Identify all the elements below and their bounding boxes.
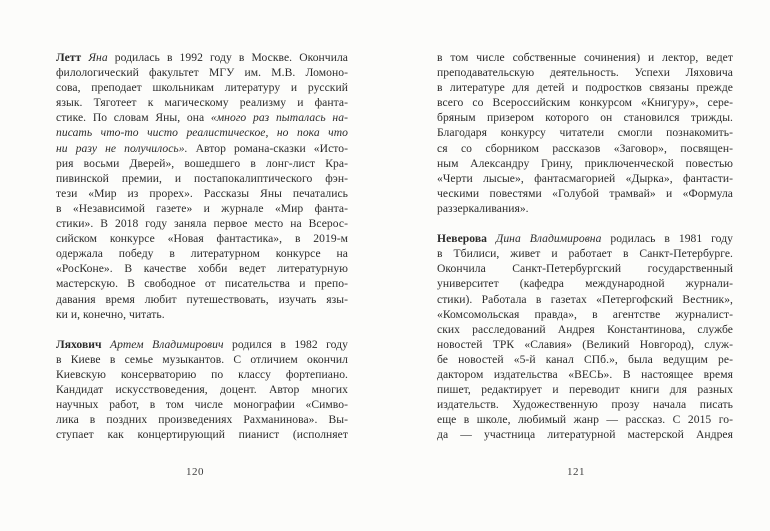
text-line bbox=[437, 171, 733, 186]
body-text: преподавательскую деятельность. Успехи Ляховича bbox=[437, 66, 733, 80]
text-line bbox=[56, 261, 348, 276]
body-text: сийском конкурсе «Новая фантастика», в 2019-м bbox=[56, 232, 348, 246]
text-line bbox=[437, 261, 733, 276]
text-line bbox=[437, 186, 733, 201]
text-line bbox=[437, 322, 733, 337]
body-text: язык. Тяготеет к магическому реализму и фанта- bbox=[56, 96, 348, 110]
body-text: рия восьми Дверей», вошедшего в лонг-лист Кра- bbox=[56, 156, 348, 170]
body-text: тези «Мир из прорех». Рассказы Яны печатались bbox=[56, 186, 348, 200]
text-line bbox=[437, 307, 733, 322]
body-text: бряным призером которого он становился трижды. bbox=[437, 111, 733, 125]
body-text: «Черти лысые», фантасмагорией «Дырка», фантасти- bbox=[437, 171, 733, 185]
text-line bbox=[437, 201, 733, 216]
text-line bbox=[56, 125, 348, 140]
text-line bbox=[56, 231, 348, 246]
text-line bbox=[56, 216, 348, 231]
body-text: в «Независимой газете» и журнале «Мир фанта- bbox=[56, 201, 348, 215]
text-line bbox=[56, 186, 348, 201]
body-text: филологический факультет МГУ им. М.В. Ломоно- bbox=[56, 66, 348, 80]
page-number: 120 bbox=[186, 466, 204, 478]
body-text: ным Александру Грину, приключенческой повестью bbox=[437, 156, 733, 170]
body-text: Окончила Санкт-Петербургский государственный bbox=[437, 262, 733, 276]
body-text: лика в поздних произведениях Рахманинова». Вы- bbox=[56, 413, 348, 427]
italic-text: писать что-то чисто реалистическое, но пока что bbox=[56, 126, 348, 140]
text-line bbox=[437, 412, 733, 427]
body-text: еще в школе, любимый жанр — рассказ. С 2015 го- bbox=[437, 413, 733, 427]
text-line bbox=[56, 80, 348, 95]
body-text: «РосКоне». В качестве хобби ведет литературную bbox=[56, 262, 348, 276]
text-line bbox=[437, 382, 733, 397]
body-text: сова, преподает школьникам литературу и русский bbox=[56, 81, 348, 95]
body-text: Благодаря конкурсу читатели смогли познакомить- bbox=[437, 126, 733, 140]
text-line bbox=[56, 141, 348, 156]
body-text: ступает как концертирующий пианист (исполняет bbox=[56, 428, 348, 442]
text-line bbox=[56, 110, 348, 125]
body-text: издательств. Художественную прозу начала писать bbox=[437, 398, 733, 412]
text-line bbox=[56, 307, 348, 322]
text-line bbox=[56, 276, 348, 291]
text-line bbox=[437, 141, 733, 156]
body-text: родился в 1982 году bbox=[231, 337, 348, 351]
body-text: в Киеве в семье музыкантов. С отличием окончил bbox=[56, 352, 348, 366]
text-line bbox=[437, 352, 733, 367]
body-text: Киевскую консерваторию по классу фортепиано. bbox=[56, 367, 348, 381]
page-number: 121 bbox=[567, 466, 585, 478]
italic-text: «много раз пыталась на- bbox=[210, 111, 348, 125]
text-line bbox=[437, 231, 733, 246]
body-text: мастерскую. В свободное от писательства и препо- bbox=[56, 277, 348, 291]
italic-text: Артем Владимирович bbox=[110, 337, 232, 351]
body-text: родилась в 1992 году в Москве. Окончила bbox=[114, 51, 348, 64]
text-line bbox=[56, 427, 348, 442]
text-line bbox=[437, 337, 733, 352]
body-text: да — участница литературной мастерской Андрея bbox=[437, 428, 733, 442]
text-line bbox=[56, 156, 348, 171]
italic-text: Дина Владимировна bbox=[495, 232, 611, 246]
body-text: стике. По словам Яны, она bbox=[56, 111, 211, 125]
body-text: ческими повестями «Голубой трамвай» и «Формула bbox=[437, 186, 733, 200]
body-text: давания время любит путешествовать, изучать язы- bbox=[56, 292, 348, 306]
body-text: ских расследований Андрея Константинова, службе bbox=[437, 322, 733, 336]
body-text: пивинской премии, и постапокалиптического фэн- bbox=[56, 171, 348, 185]
body-text: в литературе для детей и подростков связаны прежде bbox=[437, 81, 733, 95]
body-text: ки и, конечно, читать. bbox=[56, 307, 165, 321]
text-line bbox=[56, 50, 348, 65]
bold-text: Неверова bbox=[437, 232, 496, 246]
text-line bbox=[437, 50, 733, 65]
text-line bbox=[56, 382, 348, 397]
text-line bbox=[437, 95, 733, 110]
text-line bbox=[56, 171, 348, 186]
text-line bbox=[437, 427, 733, 442]
text-line bbox=[437, 65, 733, 80]
body-text: Автор романа-сказки «Исто- bbox=[187, 141, 348, 155]
text-line bbox=[56, 65, 348, 80]
text-line bbox=[437, 156, 733, 171]
text-line bbox=[56, 337, 348, 352]
italic-text: ни разу не получилось». bbox=[56, 141, 188, 155]
text-line bbox=[56, 201, 348, 216]
body-text: ся со сборником рассказов «Заговор», посвящен- bbox=[437, 141, 733, 155]
text-line bbox=[437, 397, 733, 412]
bold-text: Летт bbox=[56, 51, 89, 64]
body-text: университет (кафедра международной журнали- bbox=[437, 277, 733, 291]
text-line bbox=[56, 292, 348, 307]
text-line bbox=[56, 397, 348, 412]
body-text: родилась в 1981 году bbox=[610, 232, 733, 246]
bold-text: Ляхович bbox=[56, 337, 111, 351]
text-line bbox=[437, 276, 733, 291]
text-line bbox=[437, 80, 733, 95]
text-line bbox=[437, 292, 733, 307]
blank-line bbox=[437, 216, 733, 231]
body-text: в Тбилиси, живет и работает в Санкт-Петербурге. bbox=[437, 247, 733, 261]
body-text: одержала победу в литературном конкурсе на bbox=[56, 247, 348, 261]
text-line bbox=[56, 95, 348, 110]
text-line bbox=[437, 246, 733, 261]
text-line bbox=[437, 110, 733, 125]
body-text: дактором издательства «ВЕСЬ». В настоящее время bbox=[437, 367, 733, 381]
body-text: пишет, редактирует и переводит книги для разных bbox=[437, 383, 733, 397]
text-line bbox=[56, 367, 348, 382]
body-text: всего со Всероссийским конкурсом «Книгуру», сере- bbox=[437, 96, 733, 110]
text-line bbox=[56, 412, 348, 427]
page-left-text-block bbox=[56, 50, 348, 442]
body-text: раззеркаливания». bbox=[437, 201, 529, 215]
text-line bbox=[437, 125, 733, 140]
text-line bbox=[56, 352, 348, 367]
body-text: стики). Работала в газетах «Петергофский Вестник», bbox=[437, 292, 733, 306]
body-text: научных работ, в том числе монографии «Симво- bbox=[56, 398, 348, 412]
body-text: новостей ТРК «Славия» (Великий Новгород), служ- bbox=[437, 337, 733, 351]
page-right-text-block bbox=[437, 50, 733, 442]
body-text: «Комсомольская правда», в агентстве журналист- bbox=[437, 307, 733, 321]
body-text: в том числе собственные сочинения) и лектор, ведет bbox=[437, 51, 733, 64]
blank-line bbox=[56, 322, 348, 337]
text-line bbox=[437, 367, 733, 382]
body-text: бе новостей «5-й канал СПб.», была ведущим ре- bbox=[437, 352, 733, 366]
italic-text: Яна bbox=[88, 51, 115, 64]
body-text: стики». В 2018 году заняла первое место на Всерос- bbox=[56, 217, 348, 231]
text-line bbox=[56, 246, 348, 261]
body-text: Кандидат искусствоведения, доцент. Автор многих bbox=[56, 383, 348, 397]
